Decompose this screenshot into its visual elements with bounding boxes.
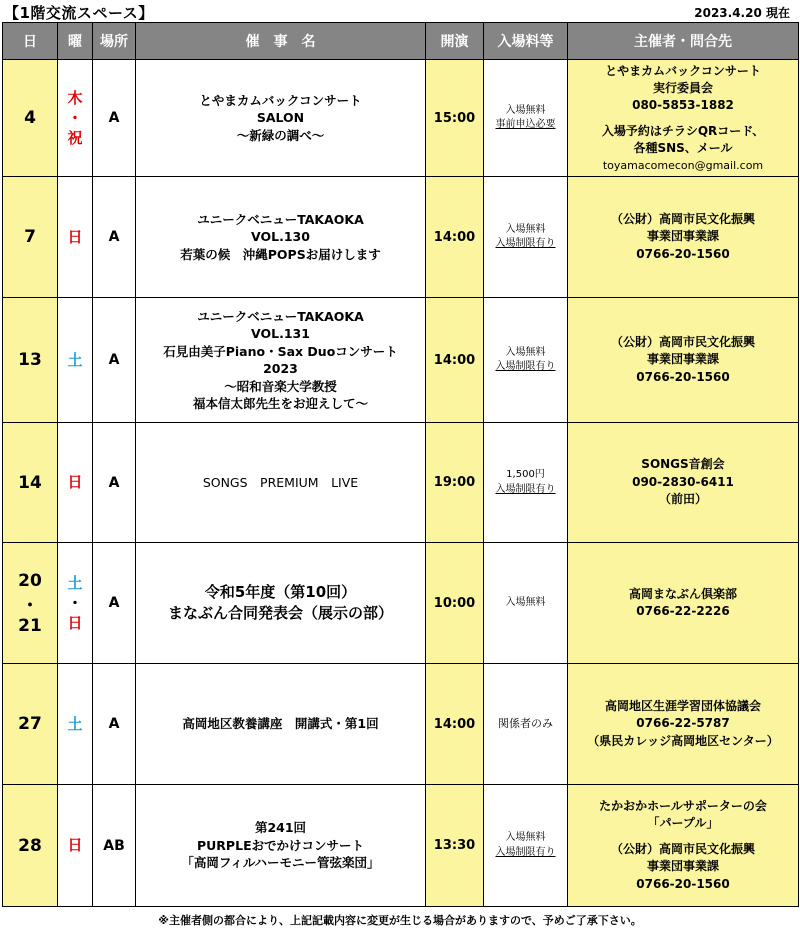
cell-event: SONGS PREMIUM LIVE bbox=[136, 423, 426, 543]
cell-time: 14:00 bbox=[426, 664, 484, 785]
cell-fee: 入場無料 bbox=[484, 543, 568, 664]
cell-fee: 関係者のみ bbox=[484, 664, 568, 785]
cell-place: A bbox=[93, 60, 136, 177]
cell-event: 第241回 PURPLEおでかけコンサート 「高岡フィルハーモニー管弦楽団」 bbox=[136, 785, 426, 907]
schedule-table bbox=[2, 22, 799, 907]
cell-event: 令和5年度（第10回） まなぶん合同発表会（展示の部） bbox=[136, 543, 426, 664]
table-row bbox=[3, 664, 799, 785]
cell-fee: 入場無料 事前申込必要 bbox=[484, 60, 568, 177]
cell-time: 19:00 bbox=[426, 423, 484, 543]
cell-day: 28 bbox=[3, 785, 58, 907]
cell-place: A bbox=[93, 423, 136, 543]
table-row bbox=[3, 423, 799, 543]
cell-organizer: SONGS音創会 090-2830-6411 （前田） bbox=[568, 423, 799, 543]
cell-day: 4 bbox=[3, 60, 58, 177]
cell-time: 14:00 bbox=[426, 298, 484, 423]
table-row bbox=[3, 543, 799, 664]
cell-dow: 日 bbox=[58, 177, 93, 298]
cell-dow: 土 bbox=[58, 298, 93, 423]
cell-place: A bbox=[93, 664, 136, 785]
cell-day: 7 bbox=[3, 177, 58, 298]
header-time: 開演 bbox=[426, 23, 484, 60]
cell-event: ユニークベニューTAKAOKA VOL.130 若葉の候 沖縄POPSお届けします bbox=[136, 177, 426, 298]
cell-organizer: （公財）高岡市民文化振興 事業団事業課 0766-20-1560 bbox=[568, 298, 799, 423]
cell-dow: 土 ・ 日 bbox=[58, 543, 93, 664]
table-row bbox=[3, 785, 799, 907]
cell-organizer: 高岡まなぶん倶楽部 0766-22-2226 bbox=[568, 543, 799, 664]
header-place: 場所 bbox=[93, 23, 136, 60]
cell-organizer: 高岡地区生涯学習団体協議会 0766-22-5787 （県民カレッジ高岡地区センター） bbox=[568, 664, 799, 785]
cell-place: A bbox=[93, 298, 136, 423]
table-header-row bbox=[3, 23, 799, 60]
cell-day: 27 bbox=[3, 664, 58, 785]
cell-fee: 入場無料 入場制限有り bbox=[484, 177, 568, 298]
cell-event: 高岡地区教養講座 開講式・第1回 bbox=[136, 664, 426, 785]
cell-time: 15:00 bbox=[426, 60, 484, 177]
cell-time: 10:00 bbox=[426, 543, 484, 664]
cell-fee: 入場無料 入場制限有り bbox=[484, 298, 568, 423]
cell-dow: 日 bbox=[58, 785, 93, 907]
cell-place: A bbox=[93, 543, 136, 664]
header-organizer: 主催者・問合先 bbox=[568, 23, 799, 60]
cell-place: AB bbox=[93, 785, 136, 907]
cell-day: 13 bbox=[3, 298, 58, 423]
page-title: 【1階交流スペース】 bbox=[4, 4, 154, 22]
table-row bbox=[3, 298, 799, 423]
cell-event: ユニークベニューTAKAOKA VOL.131 石見由美子Piano・Sax Duoコンサート 2023 ～昭和音楽大学教授 福本信太郎先生をお迎えして～ bbox=[136, 298, 426, 423]
header-event: 催 事 名 bbox=[136, 23, 426, 60]
cell-day: 14 bbox=[3, 423, 58, 543]
cell-time: 14:00 bbox=[426, 177, 484, 298]
cell-fee: 入場無料 入場制限有り bbox=[484, 785, 568, 907]
cell-day: 20 ・ 21 bbox=[3, 543, 58, 664]
cell-organizer: たかおかホールサポーターの会 「パープル」 （公財）高岡市民文化振興 事業団事業課 0766-20-1560 bbox=[568, 785, 799, 907]
header-fee: 入場料等 bbox=[484, 23, 568, 60]
cell-dow: 木 ・ 祝 bbox=[58, 60, 93, 177]
cell-place: A bbox=[93, 177, 136, 298]
as-of-date: 2023.4.20 現在 bbox=[694, 6, 790, 20]
cell-dow: 土 bbox=[58, 664, 93, 785]
header-day: 日 bbox=[3, 23, 58, 60]
cell-dow: 日 bbox=[58, 423, 93, 543]
header-dow: 曜 bbox=[58, 23, 93, 60]
cell-fee: 1,500円 入場制限有り bbox=[484, 423, 568, 543]
table-row bbox=[3, 177, 799, 298]
table-row bbox=[3, 60, 799, 177]
cell-organizer: （公財）高岡市民文化振興 事業団事業課 0766-20-1560 bbox=[568, 177, 799, 298]
cell-time: 13:30 bbox=[426, 785, 484, 907]
cell-event: とやまカムバックコンサート SALON ～新緑の調べ～ bbox=[136, 60, 426, 177]
footnote: ※主催者側の都合により、上記記載内容に変更が生じる場合がありますので、予めご了承下さい。 bbox=[158, 914, 642, 927]
cell-organizer: とやまカムバックコンサート 実行委員会 080-5853-1882 入場予約はチラシQRコード、 各種SNS、メール toyamacomecon@gmail.com bbox=[568, 60, 799, 177]
